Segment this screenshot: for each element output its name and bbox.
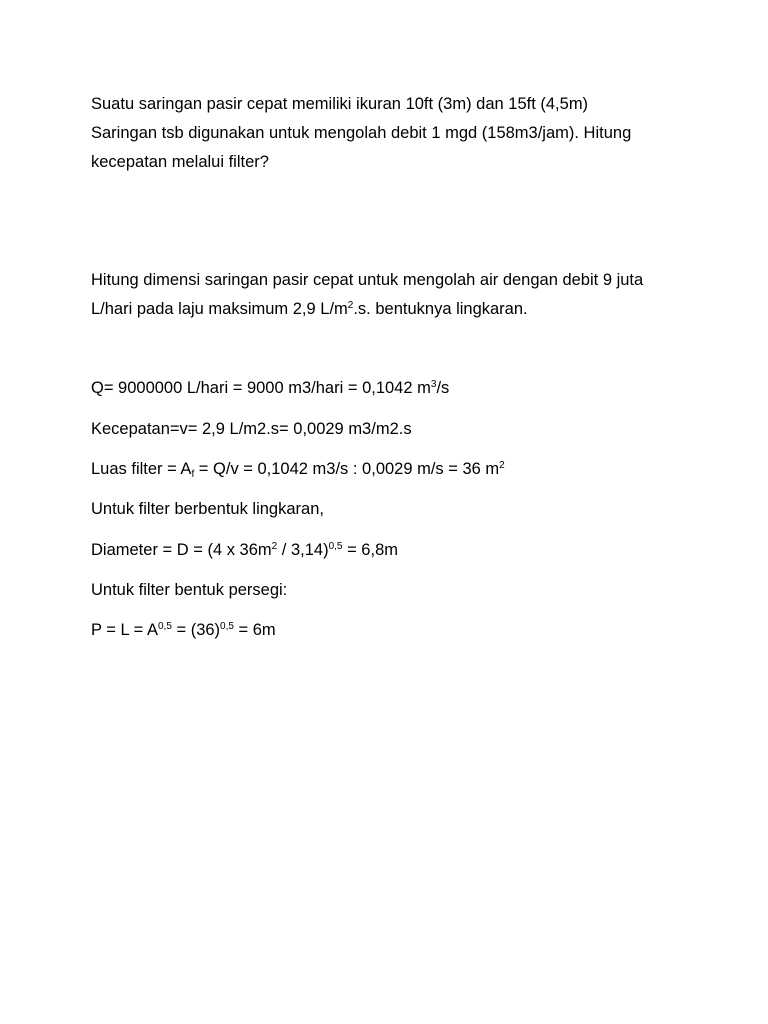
text: L/hari pada laju maksimum 2,9 L/m bbox=[91, 300, 348, 318]
superscript: 2 bbox=[271, 541, 278, 552]
text: /s bbox=[436, 379, 450, 397]
text: Q= 9000000 L/hari = 9000 m3/hari = 0,1042 m bbox=[91, 379, 431, 397]
text: Kecepatan=v= 2,9 L/m2.s= 0,0029 m3/m2.s bbox=[91, 420, 412, 438]
superscript: 2 bbox=[499, 460, 505, 471]
problem1-line1 bbox=[91, 94, 588, 114]
superscript: 2 bbox=[347, 300, 354, 311]
diameter-line bbox=[91, 540, 398, 560]
text: P = L = A bbox=[91, 621, 158, 639]
text: kecepatan melalui filter? bbox=[91, 153, 269, 171]
superscript: 0,5 bbox=[328, 541, 343, 552]
subscript: f bbox=[191, 469, 195, 480]
superscript: 0,5 bbox=[157, 621, 172, 632]
superscript: 0,5 bbox=[220, 621, 234, 632]
problem2-line1 bbox=[91, 270, 643, 290]
text: = 6m bbox=[233, 621, 276, 639]
problem1-line3 bbox=[91, 152, 269, 172]
text: = (36) bbox=[171, 621, 221, 639]
text: Hitung dimensi saringan pasir cepat untuk mengolah air dengan debit 9 juta bbox=[91, 271, 644, 289]
text: = Q/v = 0,1042 m3/s : 0,0029 m/s = 36 m bbox=[194, 460, 500, 478]
circle-heading bbox=[91, 499, 324, 519]
text: Saringan tsb digunakan untuk mengolah debit 1 mgd (158m3/jam). Hitung bbox=[91, 124, 632, 142]
text: = 6,8m bbox=[342, 541, 398, 559]
problem1-line2 bbox=[91, 123, 631, 143]
text: Suatu saringan pasir cepat memiliki ikuran 10ft (3m) dan 15ft (4,5m) bbox=[91, 95, 589, 113]
velocity-line bbox=[91, 419, 412, 439]
text: Diameter = D = (4 x 36m bbox=[91, 541, 272, 559]
flow-rate-line bbox=[91, 378, 449, 398]
text: Untuk filter bentuk persegi: bbox=[91, 581, 288, 599]
text: / 3,14) bbox=[277, 541, 329, 559]
text: Untuk filter berbentuk lingkaran, bbox=[91, 500, 324, 518]
text: .s. bentuknya lingkaran. bbox=[353, 300, 528, 318]
square-heading bbox=[91, 580, 287, 600]
area-line bbox=[91, 459, 505, 479]
superscript: 3 bbox=[430, 379, 437, 390]
text: Luas filter = A bbox=[91, 460, 192, 478]
problem2-line2 bbox=[91, 299, 528, 319]
side-length-line bbox=[91, 620, 276, 640]
